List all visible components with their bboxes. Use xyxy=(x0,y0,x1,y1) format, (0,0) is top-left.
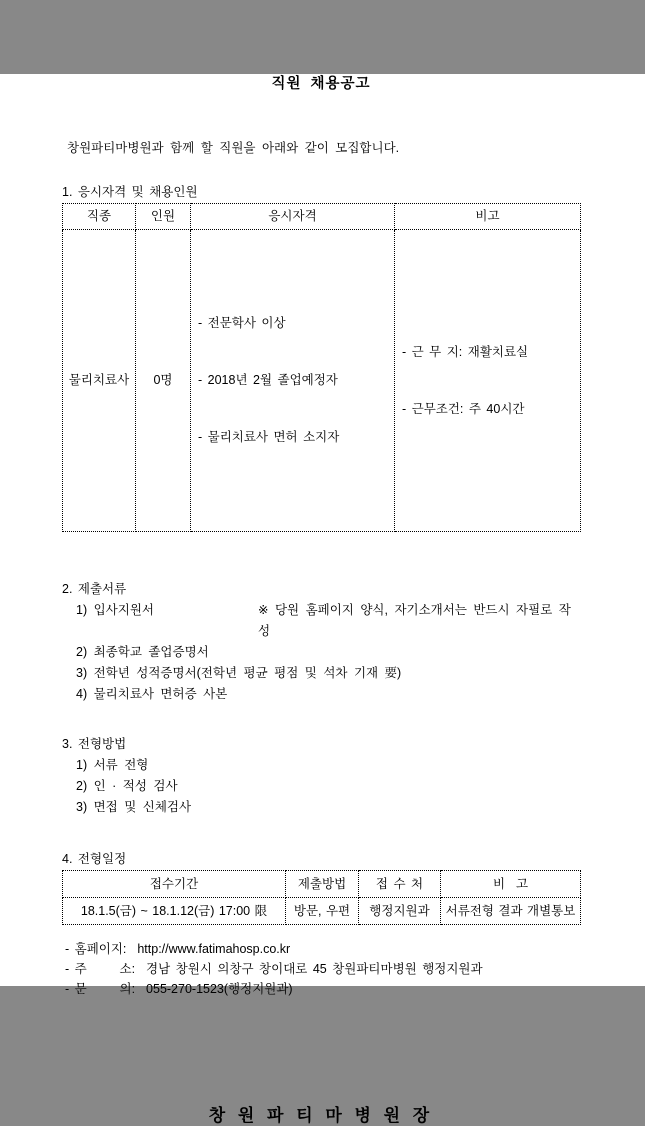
contact-info xyxy=(62,939,580,999)
signature-title: 창 원 파 티 마 병 원 장 xyxy=(208,1106,434,1125)
section-documents xyxy=(62,579,580,705)
table-row xyxy=(63,898,581,925)
section2-items xyxy=(62,600,580,705)
qualifications-table xyxy=(62,203,581,532)
list-item: 1) 서류 전형 xyxy=(76,758,149,772)
cell-method: 방문, 우편 xyxy=(286,898,359,925)
column-header-period: 접수기간 xyxy=(63,871,286,898)
cell-notes xyxy=(395,230,581,532)
intro-paragraph: 창원파티마병원과 함께 할 직원을 아래와 같이 모집합니다. xyxy=(67,141,400,155)
cell-place: 행정지원과 xyxy=(359,898,441,925)
table-header-row xyxy=(63,204,581,230)
address-line: - 주 소: 경남 창원시 의창구 창이대로 45 창원파티마병원 행정지원과 xyxy=(65,962,483,976)
column-header-note: 비고 xyxy=(395,204,581,230)
cell-job: 물리치료사 xyxy=(63,230,136,532)
column-header-qualification: 응시자격 xyxy=(191,204,395,230)
list-item: 4) 물리치료사 면허증 사본 xyxy=(76,687,228,701)
qualification-line: - 물리치료사 면허 소지자 xyxy=(198,430,340,444)
section1-heading: 1. 응시자격 및 채용인원 xyxy=(62,185,198,199)
section-schedule xyxy=(62,849,580,925)
section-process xyxy=(62,734,580,818)
schedule-table xyxy=(62,870,581,925)
table-header-row xyxy=(63,871,581,898)
qualification-line: - 전문학사 이상 xyxy=(198,316,286,330)
qualification-line: - 2018년 2월 졸업예정자 xyxy=(198,373,338,387)
column-header-method: 제출방법 xyxy=(286,871,359,898)
document-content xyxy=(0,74,645,1126)
list-item xyxy=(76,600,580,642)
cell-count: 0명 xyxy=(136,230,191,532)
cell-qualifications xyxy=(191,230,395,532)
section2-heading: 2. 제출서류 xyxy=(62,582,127,596)
document-page xyxy=(0,74,645,1125)
list-item: 3) 면접 및 신체검사 xyxy=(76,800,192,814)
list-item: 2) 최종학교 졸업증명서 xyxy=(76,645,209,659)
section-qualifications xyxy=(62,182,580,532)
section4-heading: 4. 전형일정 xyxy=(62,852,127,866)
inquiry-line: - 문 의: 055-270-1523(행정지원과) xyxy=(65,982,293,996)
column-header-count: 인원 xyxy=(136,204,191,230)
note-line: - 근무조건: 주 40시간 xyxy=(402,401,525,416)
list-item: 3) 전학년 성적증명서(전학년 평균 평점 및 석차 기재 要) xyxy=(76,666,402,680)
table-row xyxy=(63,230,581,532)
cell-note: 서류전형 결과 개별통보 xyxy=(441,898,581,925)
column-header-place: 접 수 처 xyxy=(359,871,441,898)
section3-heading: 3. 전형방법 xyxy=(62,737,127,751)
cell-period: 18.1.5(금) ~ 18.1.12(금) 17:00 限 xyxy=(63,898,286,925)
list-item: 2) 인 · 적성 검사 xyxy=(76,779,178,793)
page-title: 직원 채용공고 xyxy=(271,76,371,92)
column-header-note: 비 고 xyxy=(441,871,581,898)
section3-items xyxy=(62,755,580,818)
column-header-job: 직종 xyxy=(63,204,136,230)
handwritten-note: ※ 당원 홈페이지 양식, 자기소개서는 반드시 자필로 작성 xyxy=(258,603,571,638)
list-item-text: 1) 입사지원서 xyxy=(76,603,154,617)
homepage-line: - 홈페이지: http://www.fatimahosp.co.kr xyxy=(65,942,291,956)
note-line: - 근 무 지: 재활치료실 xyxy=(402,344,529,359)
